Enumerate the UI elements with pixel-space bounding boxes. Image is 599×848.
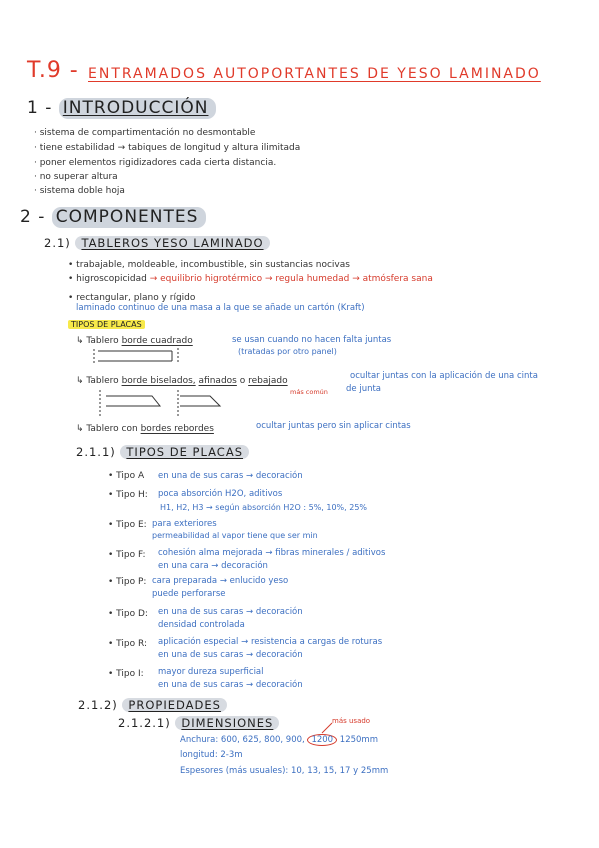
tableros-bullet-2 [68, 274, 433, 284]
tipo-f-key: • Tipo F: [108, 550, 146, 560]
tipo-i-desc-2: en una de sus caras → decoración [158, 680, 303, 690]
intro-bullet-5: · sistema doble hoja [34, 186, 125, 196]
borde-biselados-desc-2: de junta [346, 384, 382, 394]
tableros-bullet-2-detail: → equilibrio higrotérmico → regula humedad → atmósfera sana [149, 274, 433, 284]
tipo-e-desc-2: permeabilidad al vapor tiene que ser min [152, 531, 318, 540]
tipo-p-desc-2: puede perforarse [152, 589, 226, 599]
mas-usado-arrow [318, 721, 334, 735]
anchura-circled-value: 1200 [307, 734, 337, 746]
section-2-number: 2 - [20, 207, 46, 227]
tipo-a-desc: en una de sus caras → decoración [158, 471, 303, 481]
subsection-2-1-title: TABLEROS YESO LAMINADO [75, 236, 269, 250]
tipo-r-key: • Tipo R: [108, 639, 147, 649]
tableros-bullet-3-detail: laminado continuo de una masa a la que se añade un cartón (Kraft) [76, 303, 365, 313]
dimensiones-longitud: longitud: 2-3m [180, 750, 243, 760]
tipo-f-desc: cohesión alma mejorada → fibras minerales / aditivos [158, 548, 386, 558]
tipo-r-desc-2: en una de sus caras → decoración [158, 650, 303, 660]
tipo-p-key: • Tipo P: [108, 577, 147, 587]
tablero-bordes-rebordes: ↳ Tablero con bordes rebordes [76, 424, 214, 434]
subsection-2-1-heading [44, 236, 270, 250]
borde-biselados-desc: ocultar juntas con la aplicación de una cinta [350, 371, 538, 381]
subsection-2-1-1-heading: 2.1.1) TIPOS DE PLACAS [76, 445, 249, 459]
section-2-heading [20, 207, 206, 227]
intro-bullet-2: · tiene estabilidad → tabiques de longitud y altura ilimitada [34, 143, 301, 153]
tipo-e-desc: para exteriores [152, 519, 217, 529]
tipo-p-desc: cara preparada → enlucido yeso [152, 576, 289, 586]
tipo-f-desc-2: en una cara → decoración [158, 561, 268, 571]
tipo-i-desc: mayor dureza superficial [158, 667, 264, 677]
mas-usado-note: más usado [332, 717, 371, 725]
tipo-a-key: • Tipo A [108, 471, 145, 481]
subsection-2-1-2-1-heading: 2.1.2.1) DIMENSIONES [118, 716, 279, 730]
section-2-title: COMPONENTES [52, 207, 207, 228]
borde-biselados-sketch [96, 388, 236, 418]
tipo-d-desc-2: densidad controlada [158, 620, 245, 630]
borde-cuadrado-desc: se usan cuando no hacen falta juntas [232, 335, 392, 345]
tablero-borde-biselados: ↳ Tablero borde biselados, afinados o rebajado [76, 376, 288, 386]
borde-cuadrado-sketch [92, 345, 202, 365]
tipo-d-desc: en una de sus caras → decoración [158, 607, 303, 617]
title-number: T.9 - [27, 58, 79, 83]
intro-bullet-4: · no superar altura [34, 172, 118, 182]
section-1-heading [27, 98, 216, 118]
subsection-2-1-number: 2.1) [44, 236, 71, 250]
tipo-h-desc: poca absorción H2O, aditivos [158, 489, 283, 499]
tipo-h-desc-2: H1, H2, H3 → según absorción H2O : 5%, 10%, 25% [160, 503, 368, 512]
tipos-placas-label: TIPOS DE PLACAS [68, 320, 145, 329]
tipo-h-key: • Tipo H: [108, 490, 148, 500]
subsection-2-1-2-heading: 2.1.2) PROPIEDADES [78, 698, 227, 712]
dimensiones-espesores: Espesores (más usuales): 10, 13, 15, 17 y 25mm [180, 766, 389, 776]
tableros-bullet-3: • rectangular, plano y rígido [68, 293, 196, 303]
tipo-e-key: • Tipo E: [108, 520, 147, 530]
borde-cuadrado-note: (tratadas por otro panel) [238, 347, 337, 356]
intro-bullet-3: · poner elementos rigidizadores cada cierta distancia. [34, 158, 277, 168]
tableros-bullet-2-label: • higroscopicidad [68, 274, 147, 284]
page-title: ENTRAMADOS AUTOPORTANTES DE YESO LAMINADO [88, 66, 541, 82]
tableros-bullet-1: • trabajable, moldeable, incombustible, sin sustancias nocivas [68, 260, 350, 270]
tablero-borde-cuadrado: ↳ Tablero borde cuadrado [76, 336, 193, 346]
tipo-i-key: • Tipo I: [108, 669, 144, 679]
section-1-title: INTRODUCCIÓN [59, 98, 217, 119]
dimensiones-anchura: Anchura: 600, 625, 800, 900, 1200 1250mm [180, 735, 378, 745]
intro-bullet-1: · sistema de compartimentación no desmontable [34, 128, 256, 138]
mas-comun-note: más común [290, 388, 328, 396]
tipo-r-desc: aplicación especial → resistencia a cargas de roturas [158, 637, 383, 647]
tipo-d-key: • Tipo D: [108, 609, 148, 619]
section-1-number: 1 - [27, 98, 53, 118]
bordes-rebordes-desc: ocultar juntas pero sin aplicar cintas [256, 421, 411, 431]
